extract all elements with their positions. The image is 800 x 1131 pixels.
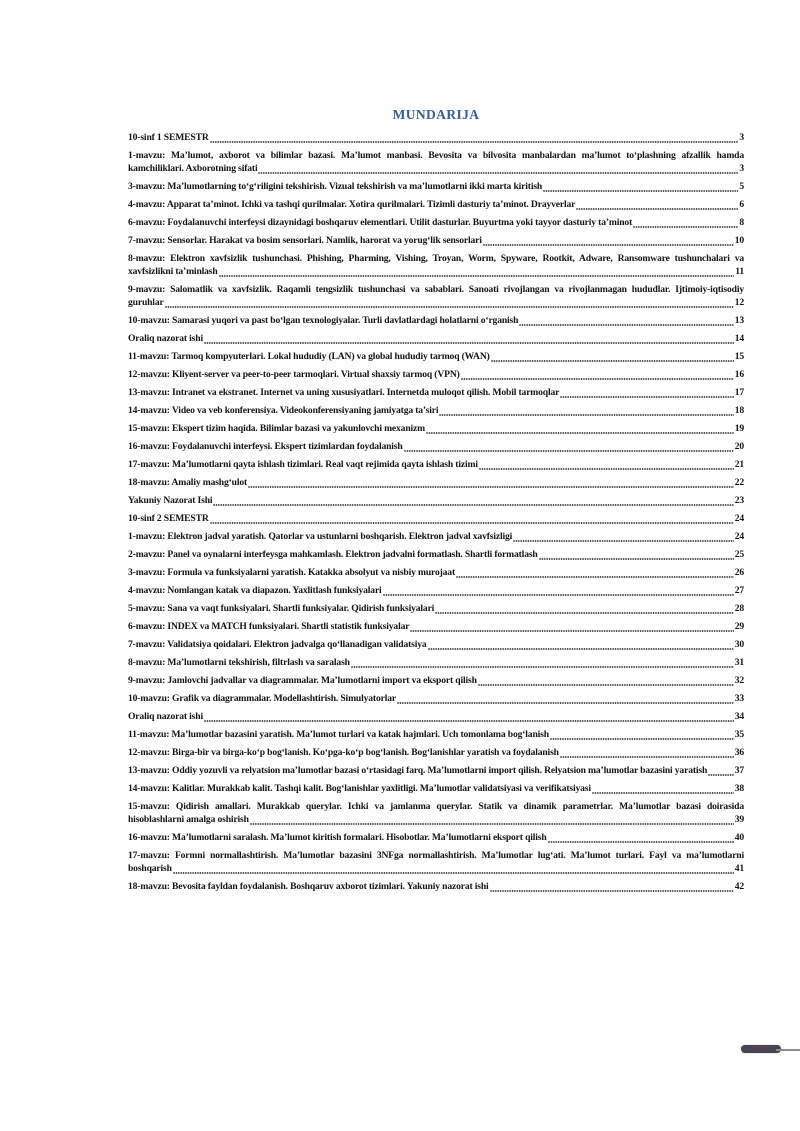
toc-entry bbox=[128, 458, 744, 471]
dot-leader bbox=[490, 890, 734, 892]
dot-leader bbox=[560, 396, 733, 398]
toc-entry-text: 15-mavzu: Qidirish amallari. Murakkab querylar. Ichki va jamlanma querylar. Statik va dinamik parametrlar. Ma’lumotlar bazasi doirasida bbox=[128, 801, 744, 812]
toc-entry-page-number: 24 bbox=[734, 531, 744, 542]
toc-entry-page-number: 29 bbox=[734, 621, 744, 632]
toc-entry-text: 1-mavzu: Ma’lumot, axborot va bilimlar bazasi. Ma’lumot manbasi. Bevosita va bilvosita manbalardan ma’lumot to‘plashning afzallik hamda bbox=[128, 150, 744, 161]
scan-ink-bar bbox=[741, 1045, 781, 1053]
toc-entry bbox=[128, 674, 744, 687]
toc-entry-text: 14-mavzu: Video va veb konferensiya. Videokonferensiyaning jamiyatga ta’siri bbox=[128, 405, 439, 416]
toc-entry-text: 11-mavzu: Ma’lumotlar bazasini yaratish. Ma’lumot turlari va katak hajmlari. Uch tomonlama bog‘lanish bbox=[128, 729, 549, 740]
toc-entry-page-number: 3 bbox=[739, 132, 744, 143]
toc-entry-last-line bbox=[128, 710, 744, 723]
toc-entry bbox=[128, 746, 744, 759]
toc-entry-text: 5-mavzu: Sana va vaqt funksiyalari. Shartli funksiyalar. Qidirish funksiyalari bbox=[128, 603, 435, 614]
toc-entry bbox=[128, 386, 744, 399]
dot-leader bbox=[210, 522, 734, 524]
toc-entry-text: 10-mavzu: Grafik va diagrammalar. Modellashtirish. Simulyatorlar bbox=[128, 693, 396, 704]
toc-entry-last-line bbox=[128, 512, 744, 525]
toc-entry bbox=[128, 602, 744, 615]
toc-entry-last-line bbox=[128, 422, 744, 435]
toc-entry-last-line bbox=[128, 494, 744, 507]
toc-entry-page-number: 17 bbox=[734, 387, 744, 398]
toc-entry-text: 17-mavzu: Ma’lumotlarni qayta ishlash tizimlari. Real vaqt rejimida qayta ishlash tizimi bbox=[128, 459, 478, 470]
toc-entry-page-number: 14 bbox=[734, 333, 744, 344]
toc-entry-last-line bbox=[128, 638, 744, 651]
toc-entry-text: 18-mavzu: Bevosita fayldan foydalanish. Boshqaruv axborot tizimlari. Yakuniy nazorat ishi bbox=[128, 881, 489, 892]
toc-entry bbox=[128, 638, 744, 651]
toc-entry-text: Oraliq nazorat ishi bbox=[128, 333, 203, 344]
dot-leader bbox=[410, 630, 733, 632]
dot-leader bbox=[560, 756, 734, 758]
dot-leader bbox=[519, 324, 733, 326]
toc-entry-page-number: 34 bbox=[734, 711, 744, 722]
toc-entry-page-number: 23 bbox=[734, 495, 744, 506]
dot-leader bbox=[248, 486, 734, 488]
toc-entry bbox=[128, 440, 744, 453]
toc-entry-last-line bbox=[128, 332, 744, 345]
dot-leader bbox=[250, 823, 734, 825]
toc-entry-last-line bbox=[128, 404, 744, 417]
toc-entry-text: 13-mavzu: Intranet va ekstranet. Internet va uning xususiyatlari. Internetda muloqot qilish. Mobil tarmoqlar bbox=[128, 387, 560, 398]
toc-entry bbox=[128, 710, 744, 723]
toc-entry-last-line bbox=[128, 746, 744, 759]
toc-entry-text: kamchiliklari. Axborotning sifati bbox=[128, 163, 258, 174]
toc-entry bbox=[128, 800, 744, 826]
toc-entry-text: 10-mavzu: Samarasi yuqori va past bo‘lgan texnologiyalar. Turli davlatlardagi holatlarni o‘rganish bbox=[128, 315, 519, 326]
toc-entry bbox=[128, 350, 744, 363]
toc-entry bbox=[128, 131, 744, 144]
toc-entry-page-number: 37 bbox=[734, 765, 744, 776]
toc-entry-last-line bbox=[128, 198, 744, 211]
toc-entry-text: 9-mavzu: Salomatlik va xavfsizlik. Raqamli tengsizlik tushunchasi va sabablari. Sanoati rivojlangan va rivojlanmagan hududlar. Ijtimoiy-iqtisodiy bbox=[128, 284, 744, 295]
dot-leader bbox=[439, 414, 733, 416]
toc-entry-page-number: 36 bbox=[734, 747, 744, 758]
toc-entry-page-number: 8 bbox=[739, 217, 744, 228]
dot-leader bbox=[165, 306, 734, 308]
toc-entry-page-number: 41 bbox=[734, 863, 744, 874]
toc-entry-text: 17-mavzu: Formni normallashtirish. Ma’lumotlar bazasini 3NFga normallashtirish. Ma’lumotlar lug‘ati. Ma’lumot turlari. Fayl va ma’lumotlarni bbox=[128, 850, 744, 861]
toc-entry-last-line bbox=[128, 234, 744, 247]
toc-entry bbox=[128, 180, 744, 193]
toc-entry bbox=[128, 782, 744, 795]
toc-entry bbox=[128, 880, 744, 893]
toc-entry-page-number: 10 bbox=[734, 235, 744, 246]
toc-entry-text: Oraliq nazorat ishi bbox=[128, 711, 203, 722]
dot-leader bbox=[543, 190, 738, 192]
toc-entry-last-line bbox=[128, 131, 744, 144]
table-of-contents bbox=[128, 131, 744, 893]
page-title: MUNDARIJA bbox=[392, 107, 480, 122]
toc-entry-last-line bbox=[128, 674, 744, 687]
dot-leader bbox=[426, 432, 734, 434]
toc-entry-page-number: 5 bbox=[739, 181, 744, 192]
dot-leader bbox=[478, 684, 734, 686]
toc-content bbox=[128, 107, 744, 898]
toc-entry-text: 1-mavzu: Elektron jadval yaratish. Qatorlar va ustunlarni boshqarish. Elektron jadval xavfsizligi bbox=[128, 531, 513, 542]
dot-leader bbox=[204, 342, 734, 344]
toc-entry bbox=[128, 283, 744, 309]
toc-entry-last-line bbox=[128, 265, 744, 278]
toc-entry-last-line bbox=[128, 386, 744, 399]
toc-entry-text: 3-mavzu: Ma’lumotlarning to‘g‘riligini tekshirish. Vizual tekshirish va ma’lumotlarni ikki marta kiritish bbox=[128, 181, 543, 192]
dot-leader bbox=[708, 774, 734, 776]
toc-entry-page-number: 12 bbox=[734, 297, 744, 308]
toc-entry-text: 12-mavzu: Birga-bir va birga-ko‘p bog‘lanish. Ko‘pga-ko‘p bog‘lanish. Bog‘lanishlar yaratish va foydalanish bbox=[128, 747, 559, 758]
toc-entry-page-number: 42 bbox=[734, 881, 744, 892]
toc-entry-text: guruhlar bbox=[128, 297, 164, 308]
toc-entry bbox=[128, 252, 744, 278]
toc-entry-last-line bbox=[128, 656, 744, 669]
toc-entry bbox=[128, 494, 744, 507]
toc-entry bbox=[128, 530, 744, 543]
dot-leader bbox=[633, 226, 738, 228]
toc-entry-last-line bbox=[128, 180, 744, 193]
toc-entry-text: 2-mavzu: Panel va oynalarni interfeysga mahkamlash. Elektron jadvalni formatlash. Shartli formatlash bbox=[128, 549, 538, 560]
toc-entry-page-number: 24 bbox=[734, 513, 744, 524]
toc-entry-page-number: 6 bbox=[739, 199, 744, 210]
toc-entry-page-number: 38 bbox=[734, 783, 744, 794]
toc-entry-text: 6-mavzu: Foydalanuvchi interfeysi dizaynidagi boshqaruv elementlari. Utilit dasturlar. Buyurtma yoki tayyor dasturiy ta’minot bbox=[128, 217, 633, 228]
toc-entry-text: xavfsizlikni ta’minlash bbox=[128, 266, 218, 277]
toc-entry-last-line bbox=[128, 764, 744, 777]
toc-entry-last-line bbox=[128, 831, 744, 844]
toc-entry bbox=[128, 422, 744, 435]
toc-entry bbox=[128, 656, 744, 669]
dot-leader bbox=[550, 738, 734, 740]
toc-entry bbox=[128, 692, 744, 705]
toc-entry-text: 3-mavzu: Formula va funksiyalarni yaratish. Katakka absolyut va nisbiy murojaat bbox=[128, 567, 455, 578]
toc-entry-text: 7-mavzu: Sensorlar. Harakat va bosim sensorlari. Namlik, harorat va yorug‘lik sensorlari bbox=[128, 235, 482, 246]
toc-entry-text: 4-mavzu: Apparat ta’minot. Ichki va tashqi qurilmalar. Xotira qurilmalari. Tizimli dasturiy ta’minot. Drayverlar bbox=[128, 199, 576, 210]
dot-leader bbox=[576, 208, 738, 210]
dot-leader bbox=[513, 540, 734, 542]
toc-entry-page-number: 30 bbox=[734, 639, 744, 650]
toc-entry-last-line bbox=[128, 862, 744, 875]
dot-leader bbox=[204, 720, 734, 722]
toc-entry-last-line bbox=[128, 782, 744, 795]
toc-entry-page-number: 15 bbox=[734, 351, 744, 362]
dot-leader bbox=[258, 172, 738, 174]
toc-entry bbox=[128, 314, 744, 327]
toc-entry-last-line bbox=[128, 620, 744, 633]
toc-entry-last-line bbox=[128, 692, 744, 705]
toc-entry-page-number: 32 bbox=[734, 675, 744, 686]
toc-entry bbox=[128, 849, 744, 875]
toc-entry-last-line bbox=[128, 602, 744, 615]
toc-entry-last-line bbox=[128, 584, 744, 597]
toc-entry bbox=[128, 404, 744, 417]
toc-entry-page-number: 3 bbox=[739, 163, 744, 174]
toc-entry-text: 15-mavzu: Ekspert tizim haqida. Bilimlar bazasi va yakunlovchi mexanizm bbox=[128, 423, 425, 434]
toc-entry-text: 8-mavzu: Elektron xavfsizlik tushunchasi. Phishing, Pharming, Vishing, Troyan, Worm, Spyware, Rootkit, Adware, Ransomware tushunchalari va bbox=[128, 253, 744, 264]
toc-entry-page-number: 13 bbox=[734, 315, 744, 326]
toc-entry-last-line bbox=[128, 728, 744, 741]
toc-entry bbox=[128, 831, 744, 844]
dot-leader bbox=[404, 450, 734, 452]
toc-entry bbox=[128, 476, 744, 489]
toc-entry-last-line bbox=[128, 350, 744, 363]
dot-leader bbox=[539, 558, 734, 560]
toc-entry bbox=[128, 216, 744, 229]
toc-entry-page-number: 33 bbox=[734, 693, 744, 704]
toc-entry-last-line bbox=[128, 813, 744, 826]
toc-entry-page-number: 21 bbox=[734, 459, 744, 470]
dot-leader bbox=[548, 841, 734, 843]
toc-entry-text: 14-mavzu: Kalitlar. Murakkab kalit. Tashqi kalit. Bog‘lanishlar yaxlitligi. Ma’lumotlar validatsiyasi va verifikatsiyasi bbox=[128, 783, 591, 794]
toc-entry-page-number: 40 bbox=[734, 832, 744, 843]
toc-entry-last-line bbox=[128, 880, 744, 893]
dot-leader bbox=[456, 576, 734, 578]
toc-entry-page-number: 18 bbox=[734, 405, 744, 416]
toc-entry-last-line bbox=[128, 216, 744, 229]
toc-entry bbox=[128, 149, 744, 175]
toc-entry-text: 8-mavzu: Ma’lumotlarni tekshirish, filtrlash va saralash bbox=[128, 657, 350, 668]
toc-entry-text: 12-mavzu: Kliyent-server va peer-to-peer tarmoqlari. Virtual shaxsiy tarmoq (VPN) bbox=[128, 369, 460, 380]
toc-entry-page-number: 31 bbox=[734, 657, 744, 668]
toc-entry-last-line bbox=[128, 566, 744, 579]
toc-entry-last-line bbox=[128, 368, 744, 381]
toc-entry-page-number: 35 bbox=[734, 729, 744, 740]
dot-leader bbox=[479, 468, 734, 470]
toc-entry bbox=[128, 620, 744, 633]
toc-entry-page-number: 27 bbox=[734, 585, 744, 596]
toc-entry bbox=[128, 512, 744, 525]
toc-entry-last-line bbox=[128, 440, 744, 453]
toc-entry-page-number: 39 bbox=[734, 814, 744, 825]
dot-leader bbox=[461, 378, 734, 380]
toc-entry-last-line bbox=[128, 476, 744, 489]
dot-leader bbox=[173, 872, 734, 874]
dot-leader bbox=[428, 648, 734, 650]
toc-entry bbox=[128, 234, 744, 247]
toc-entry bbox=[128, 764, 744, 777]
toc-entry-text: boshqarish bbox=[128, 863, 172, 874]
dot-leader bbox=[351, 666, 734, 668]
toc-entry-last-line bbox=[128, 296, 744, 309]
toc-entry-last-line bbox=[128, 314, 744, 327]
toc-entry-page-number: 19 bbox=[734, 423, 744, 434]
toc-entry bbox=[128, 198, 744, 211]
dot-leader bbox=[219, 275, 735, 277]
toc-entry-page-number: 16 bbox=[734, 369, 744, 380]
toc-entry-page-number: 26 bbox=[734, 567, 744, 578]
dot-leader bbox=[483, 244, 734, 246]
toc-entry-last-line bbox=[128, 162, 744, 175]
toc-entry bbox=[128, 368, 744, 381]
dot-leader bbox=[383, 594, 734, 596]
dot-leader bbox=[592, 792, 734, 794]
toc-entry-text: 4-mavzu: Nomlangan katak va diapazon. Yaxlitlash funksiyalari bbox=[128, 585, 382, 596]
dot-leader bbox=[210, 141, 739, 143]
toc-entry-last-line bbox=[128, 530, 744, 543]
toc-entry-page-number: 22 bbox=[734, 477, 744, 488]
toc-entry bbox=[128, 584, 744, 597]
toc-entry bbox=[128, 728, 744, 741]
toc-entry-text: Yakuniy Nazorat Ishi bbox=[128, 495, 213, 506]
toc-entry-last-line bbox=[128, 548, 744, 561]
toc-entry-text: 10-sinf 2 SEMESTR bbox=[128, 513, 209, 524]
toc-entry-page-number: 25 bbox=[734, 549, 744, 560]
toc-entry-page-number: 20 bbox=[734, 441, 744, 452]
toc-entry-text: 7-mavzu: Validatsiya qoidalari. Elektron jadvalga qo‘llanadigan validatsiya bbox=[128, 639, 427, 650]
scan-ink-line bbox=[776, 1049, 800, 1051]
toc-entry-text: 11-mavzu: Tarmoq kompyuterlari. Lokal hududiy (LAN) va global hududiy tarmoq (WAN) bbox=[128, 351, 490, 362]
dot-leader bbox=[213, 504, 733, 506]
toc-entry-text: 16-mavzu: Foydalanuvchi interfeysi. Ekspert tizimlardan foydalanish bbox=[128, 441, 403, 452]
dot-leader bbox=[435, 612, 734, 614]
dot-leader bbox=[491, 360, 734, 362]
toc-entry bbox=[128, 332, 744, 345]
toc-entry-last-line bbox=[128, 458, 744, 471]
toc-entry-text: 16-mavzu: Ma’lumotlarni saralash. Ma’lumot kiritish formalari. Hisobotlar. Ma’lumotlarni eksport qilish bbox=[128, 832, 547, 843]
toc-entry-text: 10-sinf 1 SEMESTR bbox=[128, 132, 209, 143]
toc-entry-text: 13-mavzu: Oddiy yozuvli va relyatsion ma’lumotlar bazasi o‘rtasidagi farq. Ma’lumotlarni import qilish. Relyatsion ma’lumotlar bazasini yaratish bbox=[128, 765, 708, 776]
toc-entry bbox=[128, 566, 744, 579]
toc-entry-page-number: 11 bbox=[735, 266, 744, 277]
dot-leader bbox=[397, 702, 734, 704]
toc-entry-page-number: 28 bbox=[734, 603, 744, 614]
toc-entry-text: 9-mavzu: Jamlovchi jadvallar va diagrammalar. Ma’lumotlarni import va eksport qilish bbox=[128, 675, 477, 686]
toc-entry bbox=[128, 548, 744, 561]
toc-entry-text: hisoblashlarni amalga oshirish bbox=[128, 814, 249, 825]
toc-entry-text: 18-mavzu: Amaliy mashg‘ulot bbox=[128, 477, 248, 488]
toc-entry-text: 6-mavzu: INDEX va MATCH funksiyalari. Shartli statistik funksiyalar bbox=[128, 621, 410, 632]
